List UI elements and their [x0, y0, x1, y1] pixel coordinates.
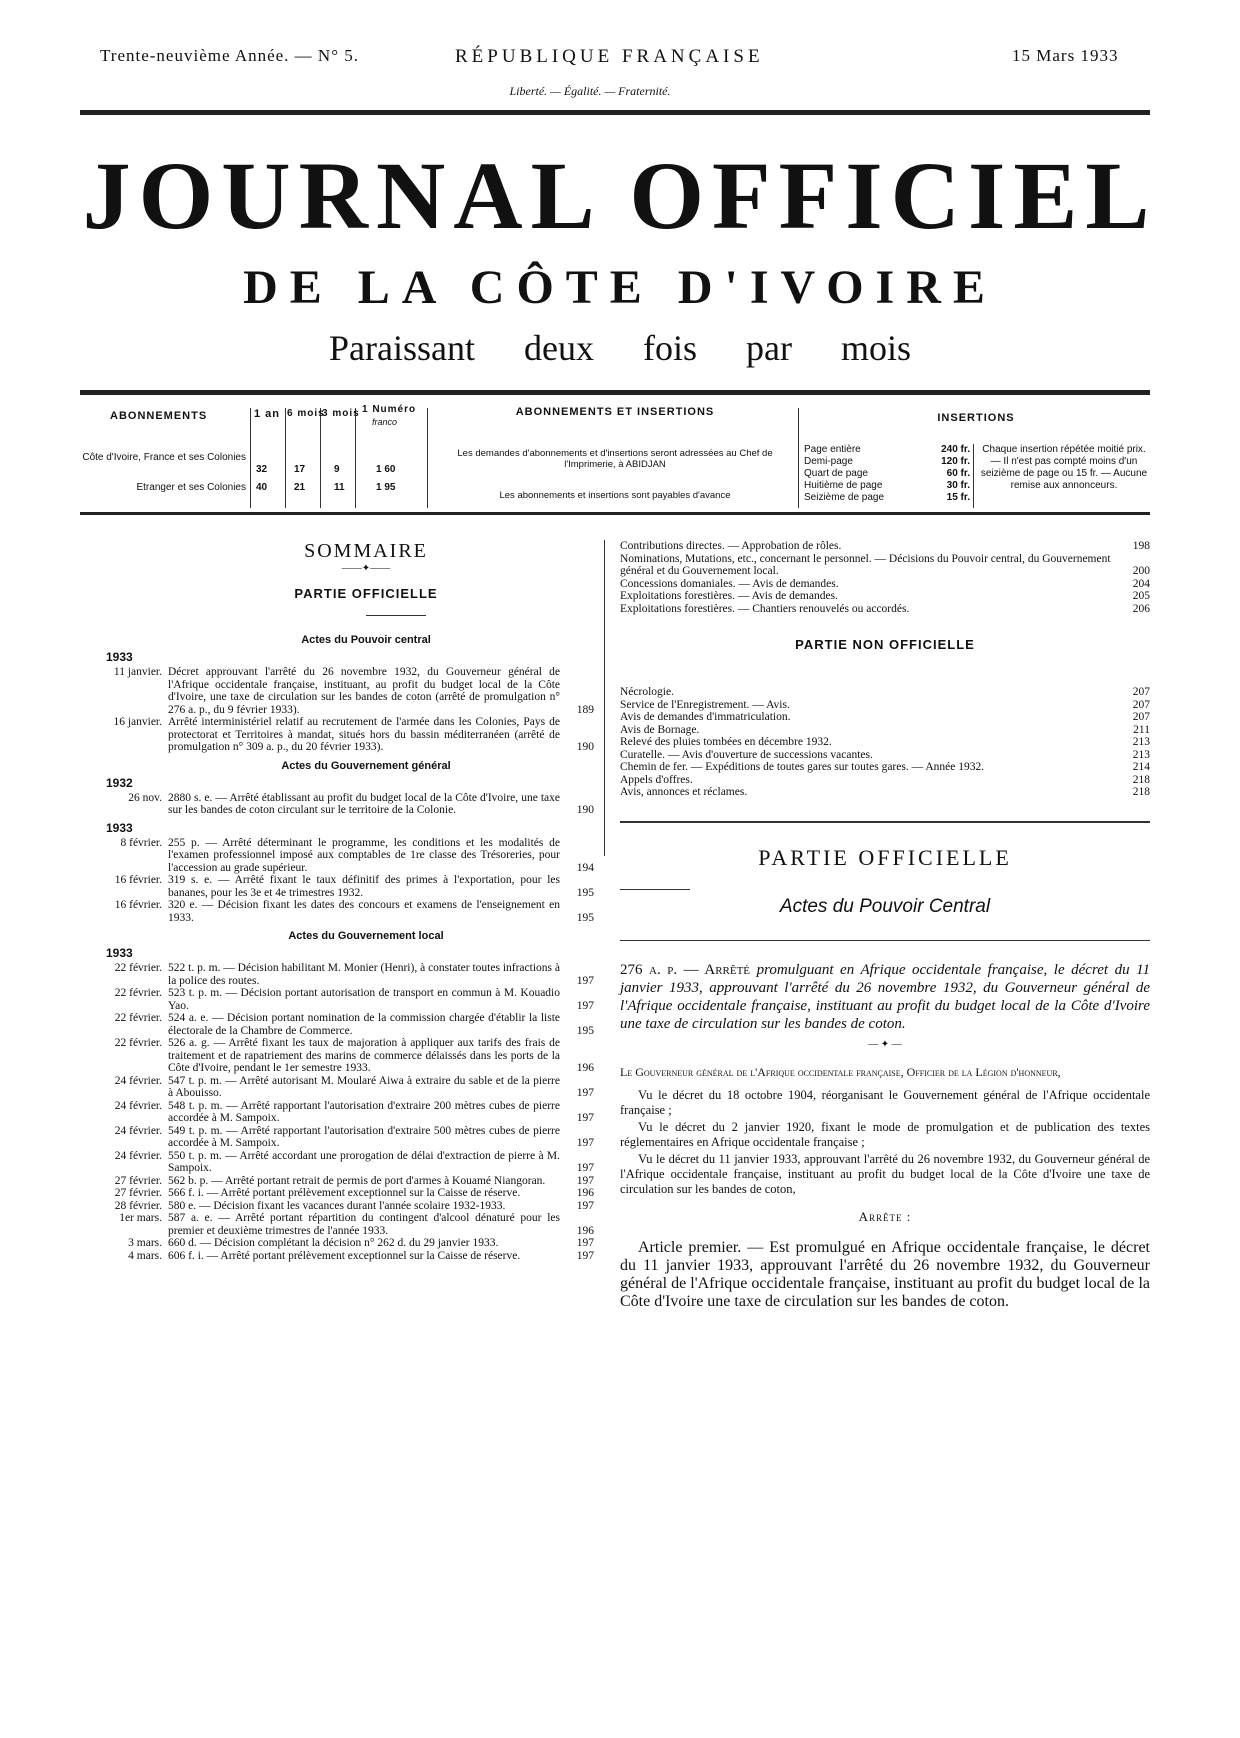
entry-page: 206	[1132, 602, 1150, 615]
arrete-label: Arrête :	[858, 1208, 912, 1224]
entry-text: Avis de Bornage.	[620, 723, 700, 736]
entry-text: 522 t. p. m. — Décision habilitant M. Monier (Henri), à constater toutes infractions à la police des routes.	[168, 962, 560, 987]
entry-page: 213	[1132, 736, 1150, 748]
row1-numero: 1 60	[376, 464, 396, 475]
sommaire-entry	[78, 1100, 594, 1125]
governor-line: Le Gouverneur général de l'Afrique occidentale française, Officier de la Légion d'honneur,	[620, 1064, 1061, 1079]
entry-page: 197	[576, 1162, 594, 1174]
partie-officielle-title: PARTIE OFFICIELLE	[294, 586, 438, 601]
subscriptions-block	[80, 404, 1150, 508]
entry-text: Décret approuvant l'arrêté du 26 novembre 1932, du Gouverneur général de l'Afrique occidentale française, instituant, au profit du budget local de la Côte d'Ivoire, une taxe de circulation sur les bandes de coton (arrêté de promulgation n° 276 a. p., du 9 février 1933).	[168, 666, 560, 716]
rate-row: Huitième de page 30 fr.	[804, 480, 970, 491]
ornament: ——✦——	[341, 563, 391, 574]
entry-text: 549 t. p. m. — Arrêté rapportant l'autorisation d'extraire 500 mètres cubes de pierre accordée à M. Sampoix.	[168, 1124, 560, 1149]
sommaire-entry	[620, 590, 1150, 603]
entry-text: Arrêté interministériel relatif au recrutement de l'armée dans les Colonies, Pays de protectorat et Territoires à mandat, situés hors du bassin méditerranéen (arrêté de promulgation n° 309 a. p., du 20 février 1933).	[168, 716, 560, 753]
entry-page: 207	[1132, 698, 1150, 711]
sommaire-entry	[78, 1012, 594, 1037]
sommaire-entry	[78, 1200, 594, 1213]
sommaire-entry	[78, 874, 594, 899]
entry-text: Concessions domaniales. — Avis de demandes.	[620, 577, 839, 590]
entry-page: 197	[576, 1237, 594, 1249]
entry-text: 526 a. g. — Arrêté fixant les taux de majoration à appliquer aux tarifs des frais de traitement et de rapatriement des marins de commerce délaissés dans les ports de la Côte d'Ivoire, pendant le 1er semestre 1933.	[168, 1037, 560, 1074]
sommaire-entry	[620, 603, 1150, 616]
entry-date: 27 février.	[114, 1174, 162, 1187]
entry-page: 205	[1132, 590, 1150, 602]
gouv-general-heading: Actes du Gouvernement général	[281, 759, 451, 772]
journal-title: JOURNAL OFFICIEL	[82, 142, 1158, 249]
entry-date: 16 février.	[114, 899, 162, 911]
entry-text: 524 a. e. — Décision portant nomination de la commission chargée d'établir la liste électorale de la Chambre de Commerce.	[168, 1012, 560, 1037]
entry-page: 196	[576, 1187, 594, 1199]
insertion-rates	[804, 444, 970, 504]
sommaire-entry	[78, 792, 594, 817]
entry-page: 218	[1132, 786, 1150, 798]
entry-text: 606 f. i. — Arrêté portant prélèvement exceptionnel sur la Caisse de réserve.	[168, 1249, 521, 1262]
entry-page: 214	[1132, 761, 1150, 773]
col-numero: 1 Numéro	[362, 404, 417, 415]
sommaire-entry	[620, 761, 1150, 774]
sommaire-entry	[620, 774, 1150, 787]
entry-text: 580 e. — Décision fixant les vacances durant l'année scolaire 1932-1933.	[168, 1199, 506, 1212]
entry-text: Service de l'Enregistrement. — Avis.	[620, 698, 790, 711]
header-rule	[80, 110, 1150, 115]
sommaire-right	[620, 540, 1150, 1311]
entry-text: 319 s. e. — Arrêté fixant le taux définitif des primes à l'exportation, pour les bananes, pour les 3e et 4e trimestres 1932.	[168, 874, 560, 899]
sommaire-entry	[78, 1237, 594, 1250]
sommaire-title: SOMMAIRE	[304, 540, 428, 562]
entry-date: 1er mars.	[119, 1212, 162, 1224]
entry-text: Exploitations forestières. — Avis de demandes.	[620, 590, 838, 602]
vu-1: Vu le décret du 18 octobre 1904, réorganisant le Gouvernement général de l'Afrique occidentale française ;	[620, 1087, 1150, 1117]
sommaire-entry	[78, 1175, 594, 1188]
sommaire-entry	[620, 540, 1150, 553]
rate-row: Page entière 240 fr.	[804, 444, 970, 455]
entry-text: 547 t. p. m. — Arrêté autorisant M. Moularé Aiwa à extraire du sable et de la pierre à Abouisso.	[168, 1074, 560, 1099]
entry-page: 198	[1132, 540, 1150, 552]
row1-label: Côte d'Ivoire, France et ses Colonies	[82, 452, 246, 463]
partie-non-officielle-title: PARTIE NON OFFICIELLE	[795, 637, 975, 652]
entry-date: 24 février.	[114, 1149, 162, 1162]
entry-text: Appels d'offres.	[620, 773, 693, 786]
row2-label: Etranger et ses Colonies	[136, 482, 246, 493]
pouvoir-central-heading: Actes du Pouvoir central	[301, 634, 431, 646]
row2-6mois: 21	[294, 482, 306, 493]
general-1932-list	[78, 792, 594, 817]
entry-text: Chemin de fer. — Expéditions de toutes gares sur toutes gares. — Année 1932.	[620, 761, 985, 773]
journal-subtitle: DE LA CÔTE D'IVOIRE	[243, 261, 997, 314]
sommaire-entry	[620, 736, 1150, 749]
entry-date: 22 février.	[114, 962, 162, 974]
entry-date: 3 mars.	[128, 1237, 162, 1249]
sommaire-entry	[620, 578, 1150, 591]
sommaire-entry	[620, 749, 1150, 762]
entry-date: 24 février.	[114, 1099, 162, 1112]
entry-page: 197	[576, 1087, 594, 1099]
sommaire-entry	[620, 786, 1150, 799]
edition-line: Trente-neuvième Année. — N° 5.	[100, 46, 360, 65]
entry-text: Contributions directes. — Approbation de rôles.	[620, 540, 842, 552]
year-label: 1933	[106, 946, 133, 960]
entry-text: Exploitations forestières. — Chantiers renouvelés ou accordés.	[620, 602, 910, 615]
sommaire-entry	[620, 686, 1150, 699]
rate-row: Demi-page 120 fr.	[804, 456, 970, 467]
sommaire-entry	[78, 1037, 594, 1075]
entry-page: 194	[576, 861, 594, 874]
entry-text: 548 t. p. m. — Arrêté rapportant l'autorisation d'extraire 200 mètres cubes de pierre accordée à M. Sampoix.	[168, 1099, 560, 1124]
sommaire-entry	[620, 699, 1150, 712]
entry-page: 197	[576, 1249, 594, 1262]
entry-page: 211	[1133, 723, 1150, 736]
right-top-list	[620, 540, 1150, 615]
vu-2: Vu le décret du 2 janvier 1920, fixant le mode de promulgation et de publication des textes réglementaires en Afrique occidentale française ;	[620, 1119, 1150, 1149]
row1-3mois: 9	[334, 464, 340, 475]
entry-page: 200	[1132, 565, 1150, 577]
entry-page: 190	[576, 804, 594, 816]
sommaire-entry	[78, 987, 594, 1012]
col-6mois: 6 mois	[287, 408, 325, 419]
entry-text: 523 t. p. m. — Décision portant autorisation de transport en commun à M. Kouadio Yao.	[168, 987, 560, 1012]
motto: Liberté. — Égalité. — Fraternité.	[509, 84, 671, 98]
entry-page: 196	[576, 1224, 594, 1237]
sommaire-entry	[78, 1150, 594, 1175]
sommaire-entry	[620, 724, 1150, 737]
insertion-note: Chaque insertion répétée moitié prix. — Il n'est pas compté moins d'un seizième de page ou 15 fr. — Aucune remise aux annonceurs.	[980, 444, 1148, 491]
year-label: 1933	[106, 820, 133, 835]
sommaire-left	[78, 540, 594, 1262]
non-officielle-list	[620, 686, 1150, 799]
addresses-note: Les demandes d'abonnements et d'insertions seront adressées au Chef de l'Imprimerie, à ABIDJAN	[457, 448, 773, 470]
entry-page: 207	[1132, 711, 1150, 723]
entry-text: 660 d. — Décision complétant la décision n° 262 d. du 29 janvier 1933.	[168, 1237, 499, 1249]
col-1an: 1 an	[254, 408, 281, 420]
payment-note: Les abonnements et insertions sont payables d'avance	[499, 490, 731, 501]
entry-page: 204	[1132, 577, 1150, 590]
column-divider	[604, 540, 605, 856]
sommaire-entry	[78, 1075, 594, 1100]
insertions-header: INSERTIONS	[937, 412, 1015, 424]
entry-text: Nécrologie.	[620, 686, 674, 698]
sommaire-entry	[78, 837, 594, 875]
gouv-local-heading: Actes du Gouvernement local	[288, 930, 444, 942]
entry-page: 197	[576, 974, 594, 987]
entry-text: Curatelle. — Avis d'ouverture de successions vacantes.	[620, 748, 873, 761]
entry-page: 197	[576, 1137, 594, 1149]
republic-line: RÉPUBLIQUE FRANÇAISE	[455, 46, 764, 67]
subs-rule	[80, 512, 1150, 515]
year-label: 1933	[106, 650, 133, 664]
general-1933-list	[78, 837, 594, 925]
entry-page: 189	[576, 703, 594, 716]
col-3mois: 3 mois	[322, 408, 360, 419]
entry-text: 562 b. p. — Arrêté portant retrait de permis de port d'armes à Kouamé Niangoran.	[168, 1174, 546, 1187]
sommaire-entry	[78, 666, 594, 716]
article-section-heading: PARTIE OFFICIELLE	[758, 844, 1012, 870]
entry-date: 22 février.	[114, 1012, 162, 1024]
row1-6mois: 17	[294, 464, 306, 475]
entry-text: Nominations, Mutations, etc., concernant le personnel. — Décisions du Pouvoir central, du Gouvernement général et du Gouvernement local.	[620, 552, 1111, 577]
issue-date: 15 Mars 1933	[1012, 46, 1119, 65]
entry-page: 196	[576, 1062, 594, 1074]
entry-page: 197	[576, 1112, 594, 1124]
entry-text: 587 a. e. — Arrêté portant répartition du contingent d'alcool dénaturé pour les premier et deuxième trimestres de l'année 1933.	[168, 1212, 560, 1237]
arrete-title: 276 a. p. — Arrêté promulguant en Afrique occidentale française, le décret du 11 janvier 1933, approuvant l'arrêté du 26 novembre 1932, du Gouverneur général de l'Afrique occidentale française, instituant au profit du budget local de la Côte d'Ivoire une taxe de circulation sur les bandes de coton.	[620, 961, 1151, 1032]
sommaire-entry	[78, 716, 594, 754]
central-list	[78, 666, 594, 754]
entry-text: Relevé des pluies tombées en décembre 1932.	[620, 736, 832, 748]
entry-date: 24 février.	[114, 1124, 162, 1137]
row2-numero: 1 95	[376, 482, 396, 493]
entry-date: 26 nov.	[128, 791, 162, 804]
entry-date: 28 février.	[114, 1199, 162, 1212]
entry-page: 197	[576, 1174, 594, 1187]
entry-page: 195	[576, 1024, 594, 1037]
sommaire-entry	[78, 1187, 594, 1200]
masthead-rule	[80, 390, 1150, 395]
rate-row: Seizième de page 15 fr.	[804, 492, 970, 503]
row1-1an: 32	[256, 464, 268, 475]
year-label: 1932	[106, 775, 133, 790]
entry-text: 2880 s. e. — Arrêté établissant au profit du budget local de la Côte d'Ivoire, une taxe sur les bandes de coton circulant sur le territoire de la Colonie.	[168, 791, 560, 816]
entry-page: 197	[576, 999, 594, 1012]
entry-text: 550 t. p. m. — Arrêté accordant une prorogation de délai d'extraction de pierre à M. Sampoix.	[168, 1149, 560, 1174]
article-premier: Article premier. — Est promulgué en Afrique occidentale française, le décret du 11 janvier 1933, approuvant l'arrêté du 26 novembre 1932, du Gouverneur général de l'Afrique occidentale française, instituant au profit du budget local de la Côte d'Ivoire une taxe de circulation sur les bandes de coton.	[620, 1238, 1150, 1310]
entry-date: 8 février.	[120, 836, 162, 849]
entry-date: 24 février.	[114, 1074, 162, 1087]
entry-date: 16 février.	[114, 874, 162, 886]
entry-date: 11 janvier.	[113, 666, 162, 678]
sommaire-entry	[78, 1250, 594, 1263]
entry-page: 218	[1132, 773, 1150, 786]
sommaire-entry	[620, 553, 1150, 578]
entry-page: 197	[576, 1199, 594, 1212]
entry-page: 195	[576, 886, 594, 899]
franco-label: franco	[372, 417, 398, 427]
abonnements-insertions-header: ABONNEMENTS ET INSERTIONS	[515, 406, 715, 418]
entry-page: 190	[576, 741, 594, 753]
ornament: — ✦ —	[868, 1038, 902, 1050]
sommaire-entry	[620, 711, 1150, 724]
article-subheading: Actes du Pouvoir Central	[779, 895, 991, 917]
entry-date: 22 février.	[114, 987, 162, 999]
entry-date: 27 février.	[114, 1187, 162, 1199]
entry-text: 255 p. — Arrêté déterminant le programme, les conditions et les modalités de l'examen professionnel imposé aux comptables de 1re classe des Trésoreries, pour l'accession au grade supérieur.	[168, 836, 560, 874]
entry-text: Avis de demandes d'immatriculation.	[620, 711, 791, 723]
sommaire-entry	[78, 1212, 594, 1237]
periodicity: Paraissant deux fois par mois	[329, 328, 911, 368]
sommaire-entry	[78, 962, 594, 987]
entry-date: 4 mars.	[128, 1249, 162, 1262]
row2-3mois: 11	[334, 482, 345, 493]
sommaire-entry	[78, 1125, 594, 1150]
entry-text: Avis, annonces et réclames.	[620, 786, 748, 798]
sommaire-entry	[78, 899, 594, 924]
entry-page: 207	[1132, 686, 1150, 698]
rate-row: Quart de page 60 fr.	[804, 468, 970, 479]
entry-date: 22 février.	[114, 1037, 162, 1049]
row2-1an: 40	[256, 482, 268, 493]
entry-page: 195	[576, 911, 594, 924]
vu-3: Vu le décret du 11 janvier 1933, approuvant l'arrêté du 26 novembre 1932, du Gouverneur général de l'Afrique occidentale française, instituant au profit du budget local de la Côte d'Ivoire une taxe de circulation sur les bandes de coton,	[620, 1151, 1150, 1196]
local-list	[78, 962, 594, 1262]
abonnements-header: ABONNEMENTS	[110, 410, 208, 422]
entry-text: 320 e. — Décision fixant les dates des concours et examens de l'enseignement en 1933.	[168, 899, 560, 924]
entry-page: 213	[1132, 748, 1150, 761]
entry-text: 566 f. i. — Arrêté portant prélèvement exceptionnel sur la Caisse de réserve.	[168, 1187, 521, 1199]
entry-date: 16 janvier.	[113, 716, 162, 728]
